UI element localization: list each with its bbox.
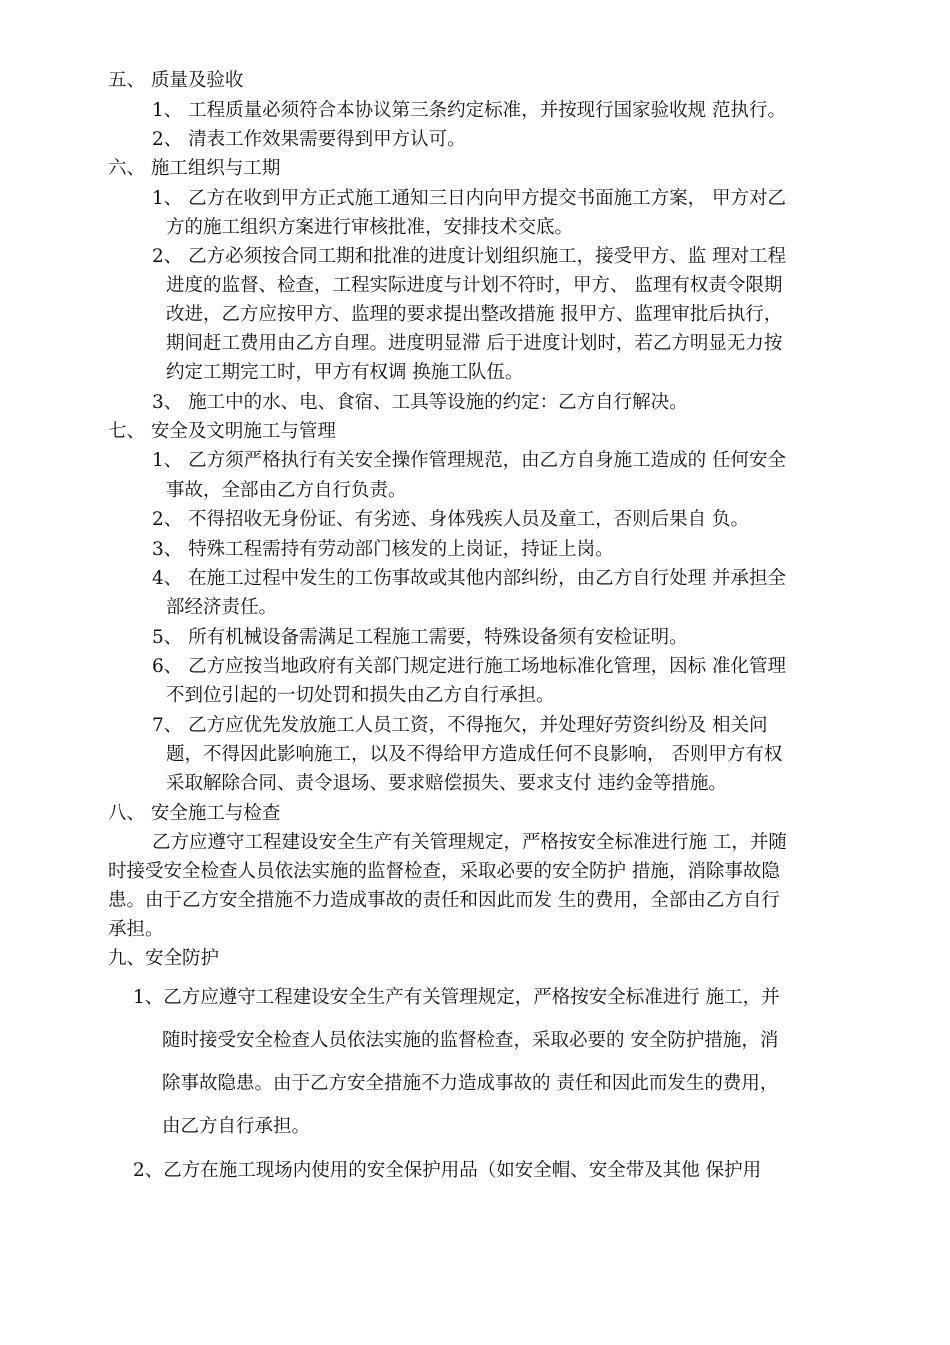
section-9-item-1-cont: 随时接受安全检查人员依法实施的监督检查，采取必要的 安全防护措施，消 (162, 1030, 779, 1051)
section-7-item-6-cont: 不到位引起的一切处罚和损失由乙方自行承担。 (166, 685, 555, 706)
section-7-item-1: 1、 乙方须严格执行有关安全操作管理规范，由乙方自身施工造成的 任何安全 (152, 450, 787, 471)
section-7-item-5: 5、 所有机械设备需满足工程施工需要，特殊设备须有安检证明。 (152, 627, 688, 648)
section-heading-9: 九、安全防护 (108, 948, 220, 969)
section-7-item-2: 2、 不得招收无身份证、有劣迹、身体残疾人员及童工，否则后果自 负。 (152, 509, 750, 530)
section-6-item-2-cont: 改进，乙方应按甲方、监理的要求提出整改措施 报甲方、监理审批后执行， (166, 304, 783, 325)
section-7-item-4-cont: 部经济责任。 (166, 597, 278, 618)
section-6-item-2-cont: 进度的监督、检查，工程实际进度与计划不符时，甲方、 监理有权责令限期 (166, 275, 783, 296)
section-5-item-2: 2、 清表工作效果需要得到甲方认可。 (152, 129, 466, 150)
section-6-item-1: 1、 乙方在收到甲方正式施工通知三日内向甲方提交书面施工方案， 甲方对乙 (152, 188, 787, 209)
section-9-item-1-cont: 除事故隐患。由于乙方安全措施不力造成事故的 责任和因此而发生的费用， (162, 1073, 779, 1094)
section-6-item-2-cont: 期间赶工费用由乙方自理。进度明显滞 后于进度计划时，若乙方明显无力按 (166, 333, 783, 354)
section-heading-7: 七、 安全及文明施工与管理 (108, 421, 336, 442)
section-7-item-1-cont: 事故，全部由乙方自行负责。 (166, 480, 407, 501)
section-heading-5: 五、 质量及验收 (108, 70, 244, 91)
section-heading-8: 八、 安全施工与检查 (108, 803, 281, 824)
section-7-item-7-cont: 采取解除合同、责令退场、要求赔偿损失、要求支付 违约金等措施。 (166, 773, 727, 794)
section-5-item-1: 1、 工程质量必须符合本协议第三条约定标准，并按现行国家验收规 范执行。 (152, 100, 787, 121)
section-7-item-6: 6、 乙方应按当地政府有关部门规定进行施工场地标准化管理，因标 准化管理 (152, 656, 787, 677)
section-8-paragraph-cont: 承担。 (108, 919, 164, 940)
section-6-item-2: 2、 乙方必须按合同工期和批准的进度计划组织施工，接受甲方、监 理对工程 (152, 246, 787, 267)
section-6-item-3: 3、 施工中的水、电、食宿、工具等设施的约定：乙方自行解决。 (152, 392, 688, 413)
section-8-paragraph-cont: 患。由于乙方安全措施不力造成事故的责任和因此而发 生的费用，全部由乙方自行 (108, 890, 780, 911)
section-9-item-1: 1、乙方应遵守工程建设安全生产有关管理规定，严格按安全标准进行 施工，并 (133, 987, 780, 1008)
section-7-item-3: 3、 特殊工程需持有劳动部门核发的上岗证，持证上岗。 (152, 539, 614, 560)
section-9-item-2: 2、乙方在施工现场内使用的安全保护用品（如安全帽、安全带及其他 保护用 (133, 1160, 762, 1181)
section-7-item-7-cont: 题，不得因此影响施工，以及不得给甲方造成任何不良影响， 否则甲方有权 (166, 744, 783, 765)
section-9-item-1-cont: 由乙方自行承担。 (162, 1116, 311, 1137)
section-8-paragraph: 乙方应遵守工程建设安全生产有关管理规定，严格按安全标准进行施 工，并随 (152, 832, 787, 853)
section-7-item-4: 4、 在施工过程中发生的工伤事故或其他内部纠纷，由乙方自行处理 并承担全 (152, 568, 787, 589)
section-7-item-7: 7、 乙方应优先发放施工人员工资，不得拖欠，并处理好劳资纠纷及 相关问 (152, 715, 768, 736)
section-6-item-1-cont: 方的施工组织方案进行审核批准，安排技术交底。 (166, 217, 574, 238)
section-6-item-2-cont: 约定工期完工时，甲方有权调 换施工队伍。 (166, 362, 524, 383)
section-heading-6: 六、 施工组织与工期 (108, 158, 281, 179)
section-8-paragraph-cont: 时接受安全检查人员依法实施的监督检查，采取必要的安全防护 措施，消除事故隐 (108, 861, 780, 882)
